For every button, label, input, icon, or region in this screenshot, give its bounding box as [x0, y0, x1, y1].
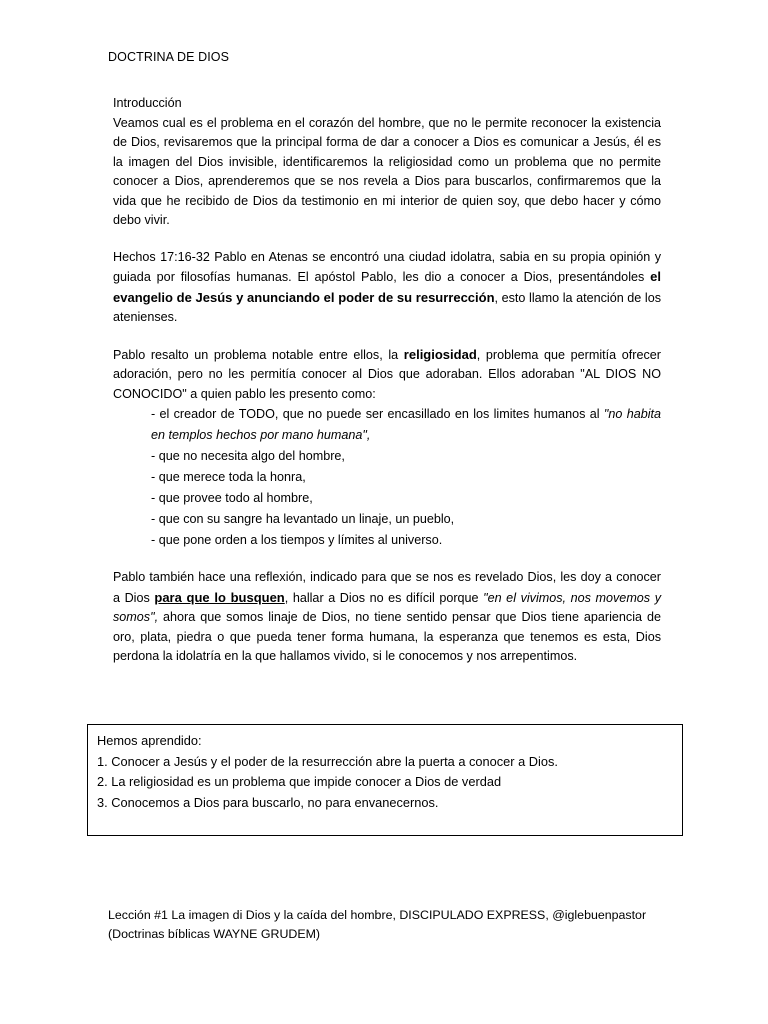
intro-heading: Introducción: [113, 96, 182, 110]
reflection-text-end: ahora que somos linaje de Dios, no tiene sentido pensar que Dios tiene apariencia de oro, plata, piedra o que pueda tener forma humana, la esperanza que tenemos es esta, Dios perdona la idolatría en la que hallamos vivido, si le conocemos y nos arrepentimos.: [113, 610, 661, 663]
list-item-text: - el creador de TODO, que no puede ser encasillado en los limites humanos al: [151, 407, 604, 421]
list-item: - que no necesita algo del hombre,: [151, 449, 345, 463]
acts-text-start: Hechos 17:16-32 Pablo en Atenas se encontró una ciudad idolatra, sabia en su propia opinión y guiada por filosofías humanas. El apóstol Pablo, les dio a conocer a Dios, presentándoles: [113, 249, 661, 284]
footer-source-line: (Doctrinas bíblicas WAYNE GRUDEM): [108, 927, 321, 941]
intro-paragraph: Veamos cual es el problema en el corazón del hombre, que no le permite reconocer la existencia de Dios, revisaremos que la principal forma de dar a conocer a Dios es comunicar a Jesús, él es la imagen del Dios invisible, identificaremos la religiosidad como un problema que no permite conocer a Dios, aprenderemos que se nos revela a Dios para buscarlos, confirmaremos que la vida que he recibido de Dios da testimonio en mi interior de quien soy, que debo hacer y cómo debo vivir.: [113, 115, 661, 227]
reflection-text-start: Pablo también hace una reflexión, indicado para que se nos es revelado Dios, les doy a conocer a Dios: [113, 570, 661, 605]
list-item: - que con su sangre ha levantado un linaje, un pueblo,: [151, 512, 455, 526]
religiosity-highlight: religiosidad: [403, 346, 477, 362]
summary-point: 2. La religiosidad es un problema que impide conocer a Dios de verdad: [97, 774, 502, 789]
religiosity-text-end: , problema que permitía ofrecer adoración, pero no les permitía conocer al Dios que adoraban. Ellos adoraban "AL DIOS NO CONOCIDO" a quien pablo les presento como:: [113, 347, 661, 401]
main-content: [113, 94, 661, 667]
religiosity-text-start: Pablo resalto un problema notable entre ellos, la: [113, 347, 404, 362]
summary-heading: Hemos aprendido:: [97, 733, 202, 748]
reflection-quote: "en el vivimos, nos movemos y somos",: [113, 590, 661, 624]
gospel-highlight: el evangelio de Jesús y anunciando el poder de su resurrección: [113, 269, 661, 305]
list-item: - que provee todo al hombre,: [151, 491, 313, 505]
god-attributes-list: [113, 404, 661, 551]
list-item: - que pone orden a los tiempos y límites al universo.: [151, 533, 443, 547]
summary-point: 3. Conocemos a Dios para buscarlo, no para envanecernos.: [97, 794, 439, 810]
reflection-paragraph: [113, 568, 661, 667]
footer-lesson-line: Lección #1 La imagen di Dios y la caída del hombre, DISCIPULADO EXPRESS, @iglebuenpastor: [108, 908, 647, 922]
religiosity-paragraph: [113, 345, 661, 405]
footer: [108, 906, 646, 944]
acts-text-end: , esto llamo la atención de los atenienses.: [113, 290, 661, 324]
list-item: - que merece toda la honra,: [151, 470, 306, 484]
list-item-quote: "no habita en templos hechos por mano humana",: [151, 407, 662, 442]
summary-box: [87, 724, 683, 836]
summary-point: 1. Conocer a Jesús y el poder de la resurrección abre la puerta a conocer a Dios.: [97, 753, 558, 769]
list-item: [151, 404, 661, 446]
page-title: DOCTRINA DE DIOS: [108, 50, 230, 64]
seek-highlight: para que lo busquen: [154, 589, 285, 605]
acts-paragraph: [113, 248, 661, 328]
reflection-text-middle: , hallar a Dios no es difícil porque: [284, 590, 484, 605]
